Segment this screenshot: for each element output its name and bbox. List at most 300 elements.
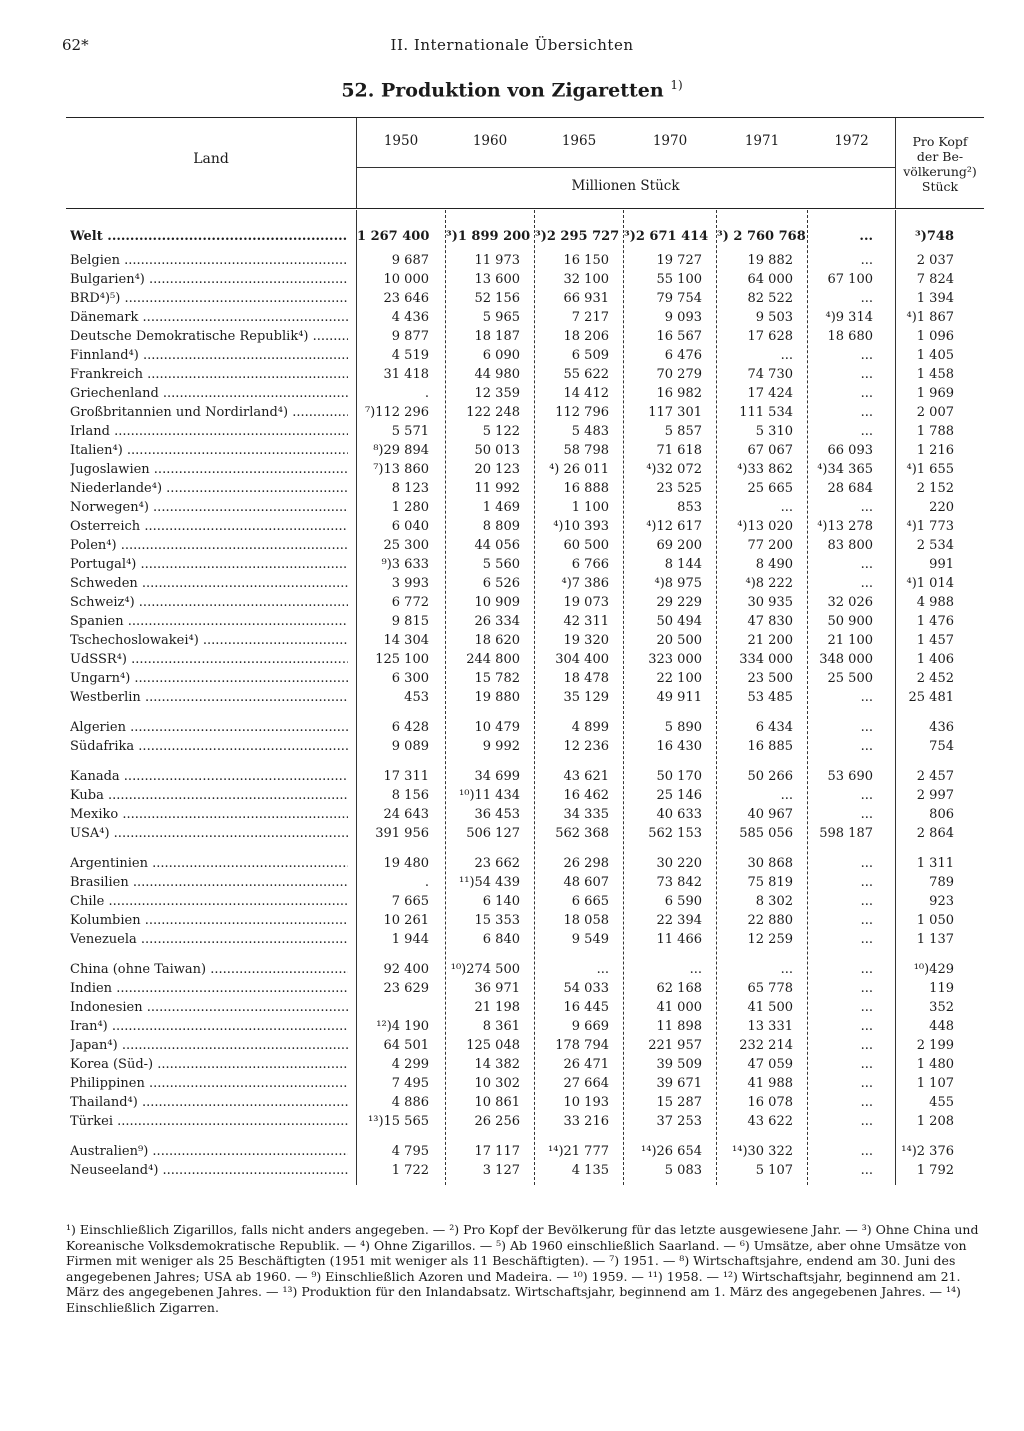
value-cell: ⁴)8 975: [654, 576, 702, 591]
value-cell: 18 206: [563, 329, 609, 344]
value-cell: 7 495: [391, 1076, 429, 1091]
value-cell: 48 607: [563, 875, 609, 890]
value-cell: 19 882: [747, 253, 793, 268]
value-cell: 16 078: [747, 1095, 793, 1110]
value-cell: 40 967: [747, 807, 793, 822]
table-title-note: 1): [670, 78, 683, 92]
value-cell: 23 646: [383, 291, 429, 306]
value-cell: 232 214: [739, 1038, 793, 1053]
per-capita-cell: 1 406: [916, 652, 954, 667]
header-year: 1970: [652, 133, 688, 149]
country-cell: Mexiko .....: [70, 807, 348, 822]
value-cell: 1 722: [391, 1163, 429, 1178]
value-cell: 8 144: [664, 557, 702, 572]
value-cell: 5 483: [571, 424, 609, 439]
value-cell: 82 522: [747, 291, 793, 306]
value-cell: ...: [596, 962, 609, 977]
value-cell: 28 684: [827, 481, 873, 496]
value-cell: 18 620: [474, 633, 520, 648]
per-capita-cell: ¹⁰)429: [913, 962, 954, 977]
value-cell: ³)2 295 727: [535, 229, 620, 244]
per-capita-cell: 1 394: [916, 291, 954, 306]
value-cell: 14 304: [383, 633, 429, 648]
value-cell: 26 298: [563, 856, 609, 871]
value-cell: 4 899: [571, 720, 609, 735]
table-row: [0, 1076, 1024, 1094]
per-capita-cell: 1 405: [916, 348, 954, 363]
value-cell: 50 013: [474, 443, 520, 458]
country-cell: Korea (Süd-) .....: [70, 1057, 348, 1072]
value-cell: 39 509: [656, 1057, 702, 1072]
value-cell: ³)2 671 414: [624, 229, 709, 244]
value-cell: 32 026: [827, 595, 873, 610]
value-cell: 6 840: [482, 932, 520, 947]
table-row: [0, 443, 1024, 461]
value-cell: 20 500: [656, 633, 702, 648]
value-cell: 34 335: [563, 807, 609, 822]
value-cell: 304 400: [555, 652, 609, 667]
country-cell: Tschechoslowakei⁴) .....: [70, 633, 348, 648]
footnotes: ¹) Einschließlich Zigarillos, falls nicht anders angegeben. — ²) Pro Kopf der Bevölkerung für das letzte ausgewiesene Jahr. — ³) Ohne China und Koreanische Volksdemokratische Republik. — ⁴) Ohne Zigarillos. — ⁵) Ab 1960 einschließlich Saarland. — ⁶) Umsätze, aber ohne Umsätze von Firmen mit weniger als 25 Beschäftigten (1951 mit weniger als 11 Beschäftigten). — ⁷) 1951. — ⁸) Wirtschaftsjahre, endend am 30. Juni des angegebenen Jahres; USA ab 1960. — ⁹) Einschließlich Azoren und Madeira. — ¹⁰) 1959. — ¹¹) 1958. — ¹²) Wirtschaftsjahr, beginnend am 21. März des angegebenen Jahres. — ¹³) Produktion für den Inlandabsatz. Wirtschaftsjahr, beginnend am 1. März des angegebenen Jahres. — ¹⁴) Einschließlich Zigarren.: [66, 1222, 979, 1315]
value-cell: 55 100: [656, 272, 702, 287]
value-cell: ...: [860, 720, 873, 735]
value-cell: ...: [860, 576, 873, 591]
per-capita-cell: ³)748: [915, 229, 954, 244]
value-cell: 47 059: [747, 1057, 793, 1072]
value-cell: 6 509: [571, 348, 609, 363]
value-cell: 73 842: [656, 875, 702, 890]
value-cell: 112 796: [555, 405, 609, 420]
value-cell: 23 629: [383, 981, 429, 996]
table-row: [0, 962, 1024, 980]
country-cell: UdSSR⁴) .....: [70, 652, 348, 667]
value-cell: 92 400: [383, 962, 429, 977]
table-row: [0, 1000, 1024, 1018]
per-capita-cell: ¹⁴)2 376: [901, 1144, 954, 1159]
value-cell: 8 302: [755, 894, 793, 909]
value-cell: 1 280: [391, 500, 429, 515]
country-cell: Finnland⁴) .....: [70, 348, 348, 363]
value-cell: 7 665: [391, 894, 429, 909]
table-row: [0, 310, 1024, 328]
value-cell: 5 122: [482, 424, 520, 439]
value-cell: 40 633: [656, 807, 702, 822]
per-capita-cell: 1 458: [916, 367, 954, 382]
table-row: [0, 253, 1024, 271]
value-cell: 125 100: [375, 652, 429, 667]
value-cell: 29 229: [656, 595, 702, 610]
country-cell: Kanada .....: [70, 769, 348, 784]
header-unit: Millionen Stück: [571, 178, 680, 194]
value-cell: ...: [860, 1144, 873, 1159]
table-row: [0, 1019, 1024, 1037]
value-cell: 19 320: [563, 633, 609, 648]
country-cell: Algerien .....: [70, 720, 348, 735]
value-cell: 19 880: [474, 690, 520, 705]
value-cell: ⁴)34 365: [817, 462, 873, 477]
value-cell: 5 560: [482, 557, 520, 572]
value-cell: 62 168: [656, 981, 702, 996]
value-cell: 74 730: [747, 367, 793, 382]
value-cell: ...: [860, 1000, 873, 1015]
value-cell: 43 622: [747, 1114, 793, 1129]
value-cell: 50 266: [747, 769, 793, 784]
value-cell: 39 671: [656, 1076, 702, 1091]
value-cell: 65 778: [747, 981, 793, 996]
table-row: [0, 981, 1024, 999]
value-cell: 52 156: [474, 291, 520, 306]
country-cell: Indonesien .....: [70, 1000, 348, 1015]
country-cell: Ungarn⁴) .....: [70, 671, 348, 686]
per-capita-cell: 1 457: [916, 633, 954, 648]
value-cell: 8 809: [482, 519, 520, 534]
value-cell: 21 200: [747, 633, 793, 648]
value-cell: 22 100: [656, 671, 702, 686]
value-cell: 10 909: [474, 595, 520, 610]
table-row: [0, 538, 1024, 556]
per-capita-cell: 923: [929, 894, 954, 909]
value-cell: 13 331: [747, 1019, 793, 1034]
value-cell: 35 129: [563, 690, 609, 705]
value-cell: 41 000: [656, 1000, 702, 1015]
value-cell: 8 361: [482, 1019, 520, 1034]
value-cell: 562 153: [648, 826, 702, 841]
value-cell: 15 353: [474, 913, 520, 928]
value-cell: ...: [860, 807, 873, 822]
value-cell: ...: [860, 253, 873, 268]
per-capita-cell: 1 216: [916, 443, 954, 458]
value-cell: ¹⁰)11 434: [459, 788, 520, 803]
header-divider: [356, 118, 357, 208]
value-cell: 25 146: [656, 788, 702, 803]
per-capita-cell: 1 208: [916, 1114, 954, 1129]
per-capita-cell: 2 457: [916, 769, 954, 784]
per-capita-cell: 1 480: [916, 1057, 954, 1072]
value-cell: 5 310: [755, 424, 793, 439]
per-capita-cell: 2 152: [916, 481, 954, 496]
value-cell: 14 412: [563, 386, 609, 401]
value-cell: 25 300: [383, 538, 429, 553]
per-capita-cell: 2 534: [916, 538, 954, 553]
value-cell: ...: [860, 788, 873, 803]
table-row: [0, 348, 1024, 366]
value-cell: 67 067: [747, 443, 793, 458]
country-cell: Südafrika .....: [70, 739, 348, 754]
unit-rule: [357, 167, 895, 168]
country-cell: Italien⁴) .....: [70, 443, 348, 458]
header-year: 1965: [561, 133, 597, 149]
value-cell: ⁷)112 296: [364, 405, 429, 420]
per-capita-cell: 1 788: [916, 424, 954, 439]
value-cell: 50 900: [827, 614, 873, 629]
per-capita-cell: 991: [929, 557, 954, 572]
country-cell: Polen⁴) .....: [70, 538, 348, 553]
value-cell: ...: [860, 405, 873, 420]
table-row: [0, 690, 1024, 708]
value-cell: 12 359: [474, 386, 520, 401]
value-cell: 6 590: [664, 894, 702, 909]
value-cell: 18 187: [474, 329, 520, 344]
value-cell: 4 135: [571, 1163, 609, 1178]
value-cell: 18 478: [563, 671, 609, 686]
value-cell: 506 127: [466, 826, 520, 841]
value-cell: 53 690: [827, 769, 873, 784]
value-cell: 19 073: [563, 595, 609, 610]
table-row: [0, 807, 1024, 825]
value-cell: 58 798: [563, 443, 609, 458]
value-cell: 4 436: [391, 310, 429, 325]
country-cell: Spanien .....: [70, 614, 348, 629]
per-capita-cell: 436: [929, 720, 954, 735]
value-cell: 11 898: [656, 1019, 702, 1034]
table-row: [0, 1114, 1024, 1132]
value-cell: 67 100: [827, 272, 873, 287]
per-capita-cell: 1 969: [916, 386, 954, 401]
value-cell: 6 665: [571, 894, 609, 909]
table-row: [0, 1095, 1024, 1113]
header-per-capita-line: Stück: [921, 179, 959, 194]
value-cell: 6 428: [391, 720, 429, 735]
per-capita-cell: 448: [929, 1019, 954, 1034]
value-cell: 70 279: [656, 367, 702, 382]
value-cell: ...: [860, 291, 873, 306]
value-cell: ¹⁰)274 500: [450, 962, 520, 977]
value-cell: 9 992: [482, 739, 520, 754]
table-row: [0, 856, 1024, 874]
value-cell: 323 000: [648, 652, 702, 667]
value-cell: 9 877: [391, 329, 429, 344]
value-cell: 19 727: [656, 253, 702, 268]
per-capita-cell: 2 037: [916, 253, 954, 268]
value-cell: 21 198: [474, 1000, 520, 1015]
country-cell: Jugoslawien .....: [70, 462, 348, 477]
value-cell: ¹³)15 565: [368, 1114, 429, 1129]
value-cell: 8 156: [391, 788, 429, 803]
value-cell: 22 394: [656, 913, 702, 928]
value-cell: 41 500: [747, 1000, 793, 1015]
value-cell: 34 699: [474, 769, 520, 784]
value-cell: 5 965: [482, 310, 520, 325]
value-cell: 30 220: [656, 856, 702, 871]
value-cell: 77 200: [747, 538, 793, 553]
value-cell: 60 500: [563, 538, 609, 553]
header-per-capita: [896, 134, 984, 194]
table-row: [0, 291, 1024, 309]
country-cell: Japan⁴) .....: [70, 1038, 348, 1053]
value-cell: 44 980: [474, 367, 520, 382]
value-cell: ⁷)13 860: [373, 462, 429, 477]
value-cell: ...: [860, 913, 873, 928]
value-cell: 6 090: [482, 348, 520, 363]
value-cell: 18 680: [827, 329, 873, 344]
value-cell: 20 123: [474, 462, 520, 477]
per-capita-cell: 754: [929, 739, 954, 754]
value-cell: 83 800: [827, 538, 873, 553]
value-cell: 15 782: [474, 671, 520, 686]
country-cell: Thailand⁴) .....: [70, 1095, 348, 1110]
value-cell: 30 868: [747, 856, 793, 871]
value-cell: 15 287: [656, 1095, 702, 1110]
value-cell: ...: [780, 788, 793, 803]
per-capita-cell: 352: [929, 1000, 954, 1015]
header-year: 1950: [383, 133, 419, 149]
value-cell: 11 466: [656, 932, 702, 947]
value-cell: ...: [859, 229, 873, 244]
value-cell: ⁴) 26 011: [549, 462, 609, 477]
value-cell: 9 503: [755, 310, 793, 325]
table-row: [0, 557, 1024, 575]
country-cell: USA⁴) .....: [70, 826, 348, 841]
country-cell: Norwegen⁴) .....: [70, 500, 348, 515]
header-per-capita-line: völkerung²): [903, 164, 977, 179]
per-capita-cell: ⁴)1 014: [906, 576, 954, 591]
value-cell: 44 056: [474, 538, 520, 553]
table-row: [0, 720, 1024, 738]
value-cell: 178 794: [555, 1038, 609, 1053]
value-cell: ⁴)8 222: [745, 576, 793, 591]
table-row: [0, 894, 1024, 912]
value-cell: 1 267 400: [357, 229, 430, 244]
per-capita-cell: 2 199: [916, 1038, 954, 1053]
value-cell: 25 500: [827, 671, 873, 686]
value-cell: 853: [677, 500, 702, 515]
header-year: 1972: [834, 133, 869, 149]
value-cell: 6 526: [482, 576, 520, 591]
value-cell: ⁴)10 393: [553, 519, 609, 534]
country-cell: Neuseeland⁴) .....: [70, 1163, 348, 1178]
header-year: 1960: [472, 133, 508, 149]
table-row: [0, 633, 1024, 651]
value-cell: 8 490: [755, 557, 793, 572]
value-cell: 26 471: [563, 1057, 609, 1072]
value-cell: 5 083: [664, 1163, 702, 1178]
country-cell: Irland .....: [70, 424, 348, 439]
value-cell: 26 334: [474, 614, 520, 629]
per-capita-cell: ⁴)1 867: [906, 310, 954, 325]
value-cell: ⁴)12 617: [646, 519, 702, 534]
value-cell: 9 815: [391, 614, 429, 629]
value-cell: ³)1 899 200: [446, 229, 531, 244]
value-cell: 453: [404, 690, 429, 705]
value-cell: 26 256: [474, 1114, 520, 1129]
value-cell: 4 299: [391, 1057, 429, 1072]
country-cell: Indien .....: [70, 981, 348, 996]
country-cell: Welt .....: [70, 229, 348, 244]
value-cell: 64 501: [383, 1038, 429, 1053]
value-cell: 391 956: [375, 826, 429, 841]
table-row: [0, 1144, 1024, 1162]
value-cell: 4 519: [391, 348, 429, 363]
value-cell: 55 622: [563, 367, 609, 382]
country-cell: BRD⁴)⁵) .....: [70, 291, 348, 306]
country-cell: Philippinen .....: [70, 1076, 348, 1091]
country-cell: Kolumbien .....: [70, 913, 348, 928]
value-cell: 10 000: [383, 272, 429, 287]
country-cell: Deutsche Demokratische Republik⁴) .....: [70, 329, 348, 344]
value-cell: ...: [860, 1019, 873, 1034]
value-cell: 244 800: [466, 652, 520, 667]
per-capita-cell: 1 050: [916, 913, 954, 928]
value-cell: ...: [860, 557, 873, 572]
value-cell: 10 193: [563, 1095, 609, 1110]
value-cell: ...: [860, 690, 873, 705]
section-title: II. Internationale Übersichten: [390, 36, 634, 54]
value-cell: 13 600: [474, 272, 520, 287]
value-cell: 7 217: [571, 310, 609, 325]
per-capita-cell: 4 988: [916, 595, 954, 610]
value-cell: 24 643: [383, 807, 429, 822]
per-capita-cell: 119: [929, 981, 954, 996]
value-cell: 16 462: [563, 788, 609, 803]
table-row: [0, 769, 1024, 787]
value-cell: ...: [860, 500, 873, 515]
value-cell: 17 424: [747, 386, 793, 401]
value-cell: ...: [860, 348, 873, 363]
value-cell: 1 469: [482, 500, 520, 515]
per-capita-cell: 455: [929, 1095, 954, 1110]
value-cell: 79 754: [656, 291, 702, 306]
value-cell: 334 000: [739, 652, 793, 667]
value-cell: ...: [780, 962, 793, 977]
header-per-capita-line: Pro Kopf: [912, 134, 968, 149]
value-cell: 6 434: [755, 720, 793, 735]
per-capita-cell: 7 824: [916, 272, 954, 287]
country-cell: Iran⁴) .....: [70, 1019, 348, 1034]
per-capita-cell: 1 476: [916, 614, 954, 629]
value-cell: 53 485: [747, 690, 793, 705]
value-cell: 43 621: [563, 769, 609, 784]
table-row: [0, 386, 1024, 404]
per-capita-cell: 2 997: [916, 788, 954, 803]
value-cell: ⁴)32 072: [646, 462, 702, 477]
value-cell: 9 687: [391, 253, 429, 268]
value-cell: 27 664: [563, 1076, 609, 1091]
value-cell: 1 944: [391, 932, 429, 947]
value-cell: ...: [860, 875, 873, 890]
value-cell: 5 107: [755, 1163, 793, 1178]
value-cell: ...: [860, 1038, 873, 1053]
value-cell: 598 187: [819, 826, 873, 841]
value-cell: ...: [860, 962, 873, 977]
country-cell: Schweden .....: [70, 576, 348, 591]
value-cell: 21 100: [827, 633, 873, 648]
value-cell: 4 886: [391, 1095, 429, 1110]
value-cell: 47 830: [747, 614, 793, 629]
value-cell: 5 890: [664, 720, 702, 735]
value-cell: 16 982: [656, 386, 702, 401]
value-cell: 25 665: [747, 481, 793, 496]
value-cell: 10 302: [474, 1076, 520, 1091]
table-header-rule: [66, 208, 984, 209]
value-cell: 125 048: [466, 1038, 520, 1053]
table-row: [0, 652, 1024, 670]
value-cell: 5 571: [391, 424, 429, 439]
value-cell: 3 993: [391, 576, 429, 591]
country-cell: Schweiz⁴) .....: [70, 595, 348, 610]
per-capita-cell: 2 864: [916, 826, 954, 841]
country-cell: Österreich .....: [70, 519, 348, 534]
table-row: [0, 1057, 1024, 1075]
value-cell: 17 311: [383, 769, 429, 784]
table-row: [0, 367, 1024, 385]
value-cell: 32 100: [563, 272, 609, 287]
value-cell: ⁹)3 633: [381, 557, 429, 572]
value-cell: 8 123: [391, 481, 429, 496]
table-row: [0, 932, 1024, 950]
value-cell: ³) 2 760 768: [717, 229, 806, 244]
value-cell: 6 476: [664, 348, 702, 363]
value-cell: 348 000: [819, 652, 873, 667]
